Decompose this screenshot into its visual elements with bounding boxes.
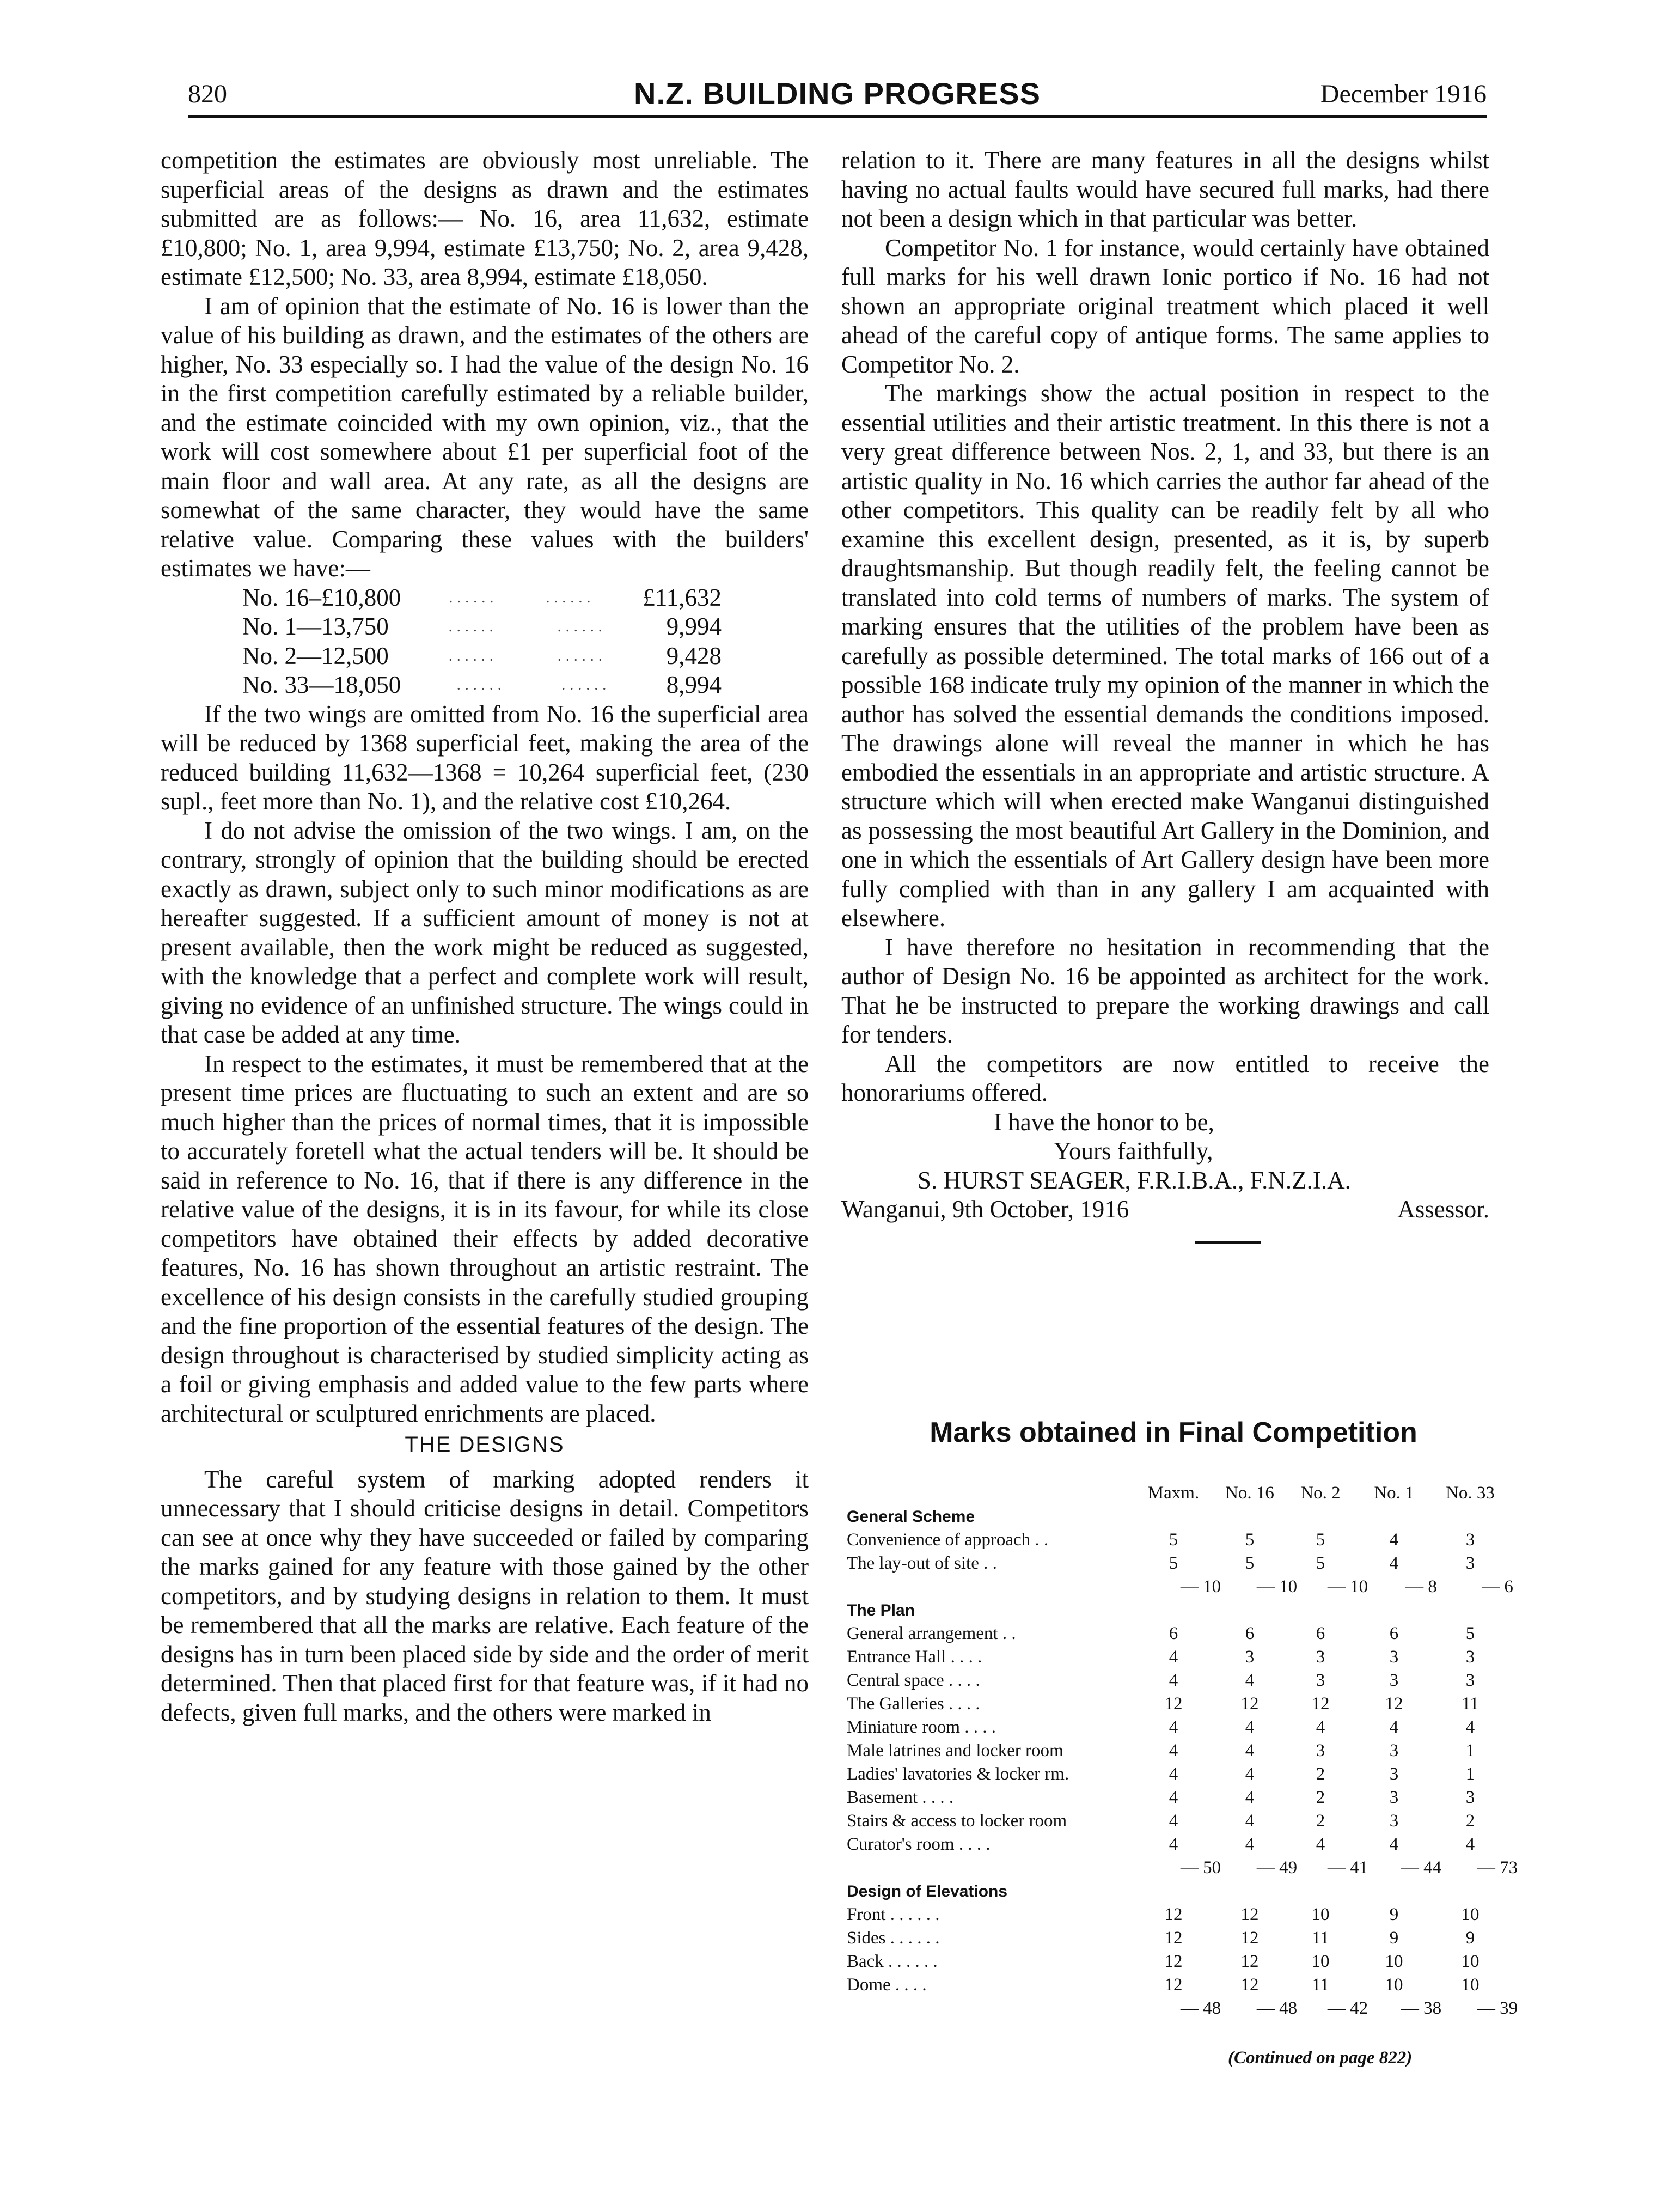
section-heading: THE DESIGNS [405, 1433, 565, 1457]
estimate-label: No. 16–£10,800 [242, 583, 401, 611]
journal-title: N.Z. BUILDING PROGRESS [634, 76, 1041, 111]
paragraph: I have therefore no hesitation in recommending that the author of Design No. 16 be appointed as architect for the work. That he be instructed to prepare the working drawings and call for tenders. [841, 933, 1489, 1048]
mark-cell: 4 [1389, 1717, 1399, 1737]
mark-cell: 12 [1240, 1928, 1259, 1948]
mark-cell: 3 [1316, 1671, 1325, 1690]
mark-cell: 10 [1461, 1975, 1480, 1995]
mark-cell: 4 [1245, 1811, 1255, 1831]
mark-cell: 4 [1465, 1717, 1475, 1737]
total-cell: — 48 [1256, 1998, 1298, 2018]
mark-cell: 4 [1316, 1717, 1325, 1737]
mark-cell: 4 [1245, 1671, 1255, 1690]
mark-cell: 10 [1385, 1975, 1403, 1995]
mark-cell: 10 [1311, 1952, 1330, 1971]
row-label: Back . . . . . . [847, 1952, 938, 1971]
mark-cell: 4 [1169, 1764, 1178, 1784]
total-cell: — 50 [1180, 1858, 1221, 1878]
left-column [161, 146, 809, 1727]
mark-cell: 4 [1316, 1835, 1325, 1854]
paragraph: In respect to the estimates, it must be remembered that at the present time prices are fluctuating to such an extent and are so much higher than the prices of normal times, that it is impossible to accurately foretell what the actual tenders will be. It should be said in reference to No. 16, that if there is any difference in the relative value of the designs, it is in its favour, for while its close competitors have obtained their effects by added decorative features, No. 16 has shown throughout an artistic restraint. The excellence of his design consists in the carefully studied grouping and the fine proportion of the essential features of the design. The design throughout is characterised by studied simplicity acting as a foil or giving emphasis and added value to the few parts where architectural or sculptured enrichments are placed. [161, 1050, 809, 1427]
leader-dots: ...... [561, 677, 611, 693]
column-header: No. 2 [1300, 1483, 1341, 1503]
paragraph: relation to it. There are many features in all the designs whilst having no actual faults would have secured full marks, had there not been a design which in that particular was better. [841, 147, 1489, 232]
row-label: Convenience of approach . . [847, 1530, 1049, 1550]
paragraph: If the two wings are omitted from No. 16 the superficial area will be reduced by 1368 superficial feet, making the area of the reduced building 11,632—1368 = 10,264 superficial feet, (230 supl., feet more than No. 1), and the relative cost £10,264. [161, 700, 809, 815]
table-row [847, 1809, 1500, 1833]
paragraph: competition the estimates are obviously most unreliable. The superficial areas of the designs as drawn and the estimates submitted are as follows:— No. 16, area 11,632, estimate £10,800; No. 1, area 9,994, estimate £13,750; No. 2, area 9,428, estimate £12,500; No. 33, area 8,994, estimate £18,050. [161, 147, 809, 290]
mark-cell: 3 [1389, 1671, 1399, 1690]
mark-cell: 3 [1389, 1764, 1399, 1784]
mark-cell: 2 [1465, 1811, 1475, 1831]
row-label: Miniature room . . . . [847, 1717, 996, 1737]
leader-dots: ...... [448, 647, 498, 665]
row-label: Male latrines and locker room [847, 1741, 1063, 1760]
estimate-row [242, 642, 722, 671]
mark-cell: 4 [1245, 1764, 1255, 1784]
estimate-value: 9,994 [666, 613, 722, 640]
total-cell: — 49 [1256, 1858, 1298, 1878]
mark-cell: 12 [1240, 1952, 1259, 1971]
mark-cell: 4 [1389, 1835, 1399, 1854]
section-label: The Plan [847, 1601, 915, 1619]
row-label: Curator's room . . . . [847, 1835, 991, 1854]
mark-cell: 10 [1461, 1952, 1480, 1971]
mark-cell: 10 [1385, 1952, 1403, 1971]
issue-date: December 1916 [1320, 80, 1487, 108]
row-label: Central space . . . . [847, 1671, 980, 1690]
mark-cell: 4 [1169, 1835, 1178, 1854]
column-header: Maxm. [1147, 1483, 1200, 1503]
mark-cell: 4 [1169, 1647, 1178, 1667]
mark-cell: 12 [1240, 1694, 1259, 1714]
mark-cell: 3 [1465, 1788, 1475, 1807]
row-label: The lay-out of site . . [847, 1553, 997, 1573]
mark-cell: 4 [1245, 1741, 1255, 1760]
mark-cell: 5 [1316, 1530, 1325, 1550]
estimate-value: £11,632 [643, 583, 722, 611]
mark-cell: 12 [1164, 1928, 1183, 1948]
mark-cell: 11 [1312, 1975, 1329, 1995]
paragraph: All the competitors are now entitled to receive the honorariums offered. [841, 1050, 1489, 1106]
total-cell: — 44 [1401, 1858, 1442, 1878]
estimate-value: 9,428 [666, 642, 722, 669]
table-row [847, 1927, 1500, 1950]
table-row [847, 1622, 1500, 1646]
mark-cell: 2 [1316, 1764, 1325, 1784]
section-row [847, 1505, 1500, 1528]
mark-cell: 12 [1164, 1694, 1183, 1714]
paragraph: I am of opinion that the estimate of No. 16 is lower than the value of his building as drawn, and the estimates of the others are higher, No. 33 especially so. I had the value of the design No. 16 in the first competition carefully estimated by a reliable builder, and the estimate coincided with my own opinion, viz., that the work will cost somewhere about £1 per superficial foot of the main floor and wall area. At any rate, as all the designs are somewhat of the same character, they would have the same relative value. Comparing these values with the builders' estimates we have:— [161, 292, 809, 582]
table-row [847, 1528, 1500, 1552]
total-row [847, 1856, 1518, 1880]
row-label: Stairs & access to locker room [847, 1811, 1067, 1831]
row-label: Sides . . . . . . [847, 1928, 940, 1948]
row-label: Entrance Hall . . . . [847, 1647, 982, 1667]
estimate-row [242, 583, 722, 613]
signer-name: S. HURST SEAGER, F.R.I.B.A., F.N.Z.I.A. [918, 1166, 1351, 1194]
mark-cell: 5 [1169, 1553, 1178, 1573]
section-row [847, 1599, 1500, 1622]
continued-note: (Continued on page 822) [1228, 2048, 1413, 2068]
mark-cell: 4 [1169, 1811, 1178, 1831]
mark-cell: 3 [1245, 1647, 1255, 1667]
signature-line [841, 1195, 1489, 1224]
mark-cell: 12 [1164, 1905, 1183, 1924]
mark-cell: 5 [1245, 1553, 1255, 1573]
mark-cell: 12 [1311, 1694, 1330, 1714]
mark-cell: 9 [1465, 1928, 1475, 1948]
row-label: General arrangement . . [847, 1624, 1016, 1643]
mark-cell: 4 [1389, 1530, 1399, 1550]
table-row [847, 1833, 1500, 1856]
section-row [847, 1880, 1500, 1903]
mark-cell: 12 [1164, 1952, 1183, 1971]
paragraph: I do not advise the omission of the two wings. I am, on the contrary, strongly of opinion that the building should be erected exactly as drawn, subject only to such minor modifications as are hereafter suggested. If a sufficient amount of money is not at present available, then the work might be reduced as suggested, with the knowledge that a perfect and complete work will result, giving no evidence of an unfinished structure. The wings could in that case be added at any time. [161, 816, 809, 1048]
marks-table [847, 1482, 1518, 2020]
leader-dots: ...... [448, 618, 498, 635]
mark-cell: 1 [1465, 1764, 1475, 1784]
header-rule [188, 115, 1487, 118]
mark-cell: 4 [1169, 1717, 1178, 1737]
mark-cell: 9 [1389, 1928, 1399, 1948]
mark-cell: 9 [1389, 1905, 1399, 1924]
mark-cell: 4 [1389, 1553, 1399, 1573]
table-row [847, 1692, 1500, 1716]
closing-yours: Yours faithfully, [1054, 1137, 1213, 1165]
row-label: Ladies' lavatories & locker rm. [847, 1764, 1069, 1784]
mark-cell: 5 [1169, 1530, 1178, 1550]
mark-cell: 2 [1316, 1811, 1325, 1831]
place-date: Wanganui, 9th October, 1916 [841, 1196, 1129, 1223]
leader-dots: ...... [456, 677, 506, 693]
table-header-row [847, 1482, 1500, 1505]
table-row [847, 1739, 1500, 1763]
total-cell: — 41 [1327, 1858, 1368, 1878]
total-cell: — 8 [1405, 1577, 1437, 1596]
mark-cell: 4 [1169, 1788, 1178, 1807]
total-cell: — 10 [1327, 1577, 1368, 1596]
total-row [847, 1997, 1518, 2020]
total-cell: — 48 [1180, 1998, 1221, 2018]
mark-cell: 4 [1465, 1835, 1475, 1854]
mark-cell: 12 [1164, 1975, 1183, 1995]
estimate-row [242, 671, 722, 700]
table-row [847, 1646, 1500, 1669]
mark-cell: 1 [1465, 1741, 1475, 1760]
mark-cell: 3 [1316, 1647, 1325, 1667]
mark-cell: 12 [1385, 1694, 1403, 1714]
mark-cell: 3 [1465, 1553, 1475, 1573]
leader-dots: ...... [449, 589, 498, 606]
estimate-row [242, 612, 722, 642]
leader-dots: ...... [546, 589, 595, 606]
total-cell: — 38 [1401, 1998, 1442, 2018]
mark-cell: 4 [1245, 1717, 1255, 1737]
mark-cell: 3 [1389, 1788, 1399, 1807]
table-row [847, 1786, 1500, 1809]
mark-cell: 4 [1245, 1835, 1255, 1854]
total-cell: — 6 [1482, 1577, 1513, 1596]
row-label: Front . . . . . . [847, 1905, 940, 1924]
row-label: Basement . . . . [847, 1788, 954, 1807]
mark-cell: 2 [1316, 1788, 1325, 1807]
mark-cell: 6 [1245, 1624, 1255, 1643]
mark-cell: 12 [1240, 1975, 1259, 1995]
section-label: General Scheme [847, 1508, 975, 1526]
section-divider [1195, 1241, 1261, 1244]
mark-cell: 3 [1465, 1530, 1475, 1550]
leader-dots: ...... [557, 618, 607, 635]
table-row [847, 1903, 1500, 1927]
mark-cell: 5 [1465, 1624, 1475, 1643]
total-cell: — 10 [1180, 1577, 1221, 1596]
closing-line: I have the honor to be, [994, 1108, 1214, 1136]
total-cell: — 39 [1477, 1998, 1518, 2018]
mark-cell: 11 [1462, 1694, 1479, 1714]
mark-cell: 6 [1389, 1624, 1399, 1643]
mark-cell: 3 [1316, 1741, 1325, 1760]
total-cell: — 42 [1327, 1998, 1368, 2018]
row-label: The Galleries . . . . [847, 1694, 980, 1714]
table-row [847, 1716, 1500, 1739]
table-row [847, 1973, 1500, 1997]
mark-cell: 4 [1245, 1788, 1255, 1807]
column-header: No. 1 [1374, 1483, 1414, 1503]
marks-table-title: Marks obtained in Final Competition [930, 1417, 1417, 1448]
estimate-label: No. 2—12,500 [242, 642, 389, 669]
estimates-list [242, 583, 722, 700]
mark-cell: 4 [1169, 1741, 1178, 1760]
mark-cell: 3 [1465, 1647, 1475, 1667]
mark-cell: 3 [1389, 1741, 1399, 1760]
table-row [847, 1552, 1500, 1575]
mark-cell: 3 [1389, 1647, 1399, 1667]
total-cell: — 10 [1256, 1577, 1298, 1596]
signer-role: Assessor. [1397, 1196, 1489, 1223]
row-label: Dome . . . . [847, 1975, 927, 1995]
paragraph: The careful system of marking adopted renders it unnecessary that I should criticise designs in detail. Competitors can see at once why they have succeeded or failed by comparing the marks gained for any feature with those gained by the other competitors, and by studying designs in relation to them. It must be remembered that all the marks are relative. Each feature of the designs has in turn been placed side by side and the order of merit determined. Then that placed first for that feature was, if it had no defects, given full marks, and the others were marked in [161, 1465, 809, 1726]
estimate-label: No. 1—13,750 [242, 613, 389, 640]
mark-cell: 4 [1169, 1671, 1178, 1690]
mark-cell: 10 [1311, 1905, 1330, 1924]
section-label: Design of Elevations [847, 1882, 1008, 1900]
mark-cell: 6 [1316, 1624, 1325, 1643]
mark-cell: 5 [1245, 1530, 1255, 1550]
total-row [847, 1575, 1513, 1599]
column-header: No. 16 [1225, 1483, 1274, 1503]
mark-cell: 6 [1169, 1624, 1178, 1643]
mark-cell: 3 [1389, 1811, 1399, 1831]
table-row [847, 1763, 1500, 1786]
table-row [847, 1950, 1500, 1973]
page-number: 820 [188, 80, 227, 108]
right-column [841, 146, 1489, 1244]
paragraph: The markings show the actual position in respect to the essential utilities and their artistic treatment. In this there is not a very great difference between Nos. 2, 1, and 33, but there is an artistic quality in No. 16 which carries the author far ahead of the other competitors. This quality can be readily felt by all who examine this excellent design, presented, as it is, by superb draughtsmanship. But though readily felt, the feeling cannot be translated into cold terms of numbers of marks. The system of marking ensures that the utilities of the problem have been as carefully as possible determined. The total marks of 166 out of a possible 168 indicate truly my opinion of the manner in which the author has solved the essential demands the conditions imposed. The drawings alone will reveal the manner in which he has embodied the essentials in an appropriate and artistic structure. A structure which will when erected make Wanganui distinguished as possessing the most beautiful Art Gallery in the Dominion, and one in which the essentials of Art Gallery design have been more fully complied with than in any gallery I am acquainted with elsewhere. [841, 380, 1489, 931]
page-header [188, 76, 1487, 112]
estimate-value: 8,994 [666, 671, 722, 698]
mark-cell: 10 [1461, 1905, 1480, 1924]
total-cell: — 73 [1477, 1858, 1518, 1878]
estimate-label: No. 33—18,050 [242, 671, 401, 698]
column-header: No. 33 [1446, 1483, 1495, 1503]
table-row [847, 1669, 1500, 1692]
mark-cell: 3 [1465, 1671, 1475, 1690]
mark-cell: 5 [1316, 1553, 1325, 1573]
paragraph: Competitor No. 1 for instance, would certainly have obtained full marks for his well drawn Ionic portico if No. 16 had not shown an appropriate original treatment which placed it well ahead of the careful copy of antique forms. The same applies to Competitor No. 2. [841, 234, 1489, 378]
leader-dots: ...... [557, 647, 607, 665]
mark-cell: 11 [1312, 1928, 1329, 1948]
mark-cell: 12 [1240, 1905, 1259, 1924]
